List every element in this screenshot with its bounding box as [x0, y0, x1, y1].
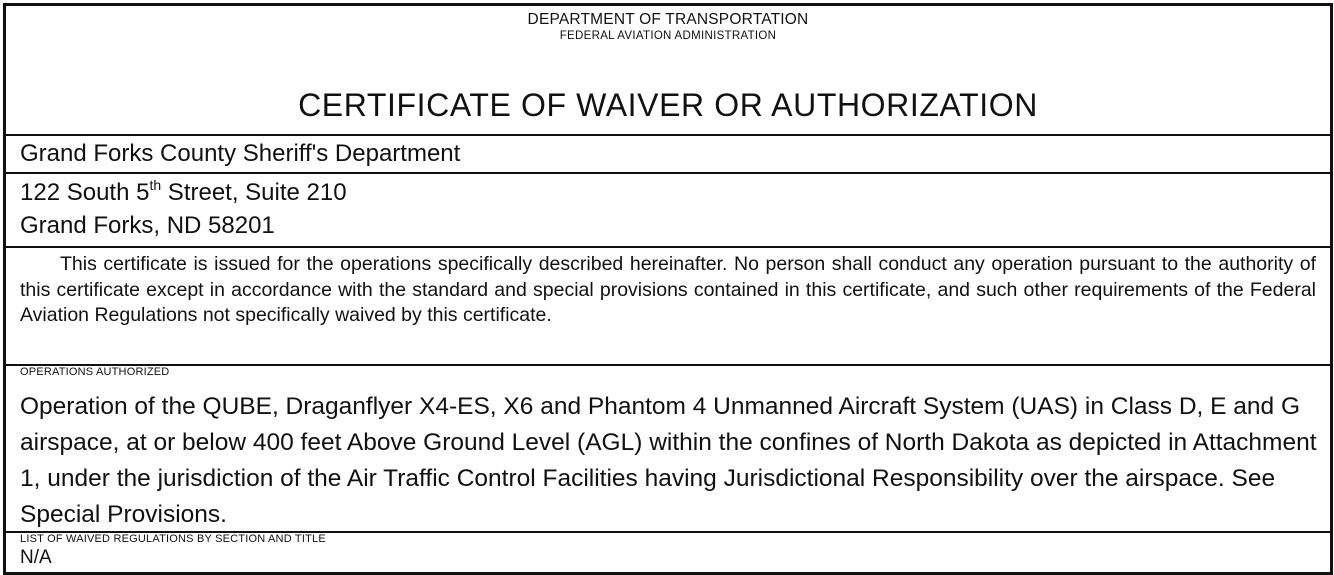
certificate-title: CERTIFICATE OF WAIVER OR AUTHORIZATION [298, 87, 1038, 123]
agency-name: FEDERAL AVIATION ADMINISTRATION [559, 30, 777, 42]
divider [6, 134, 1330, 136]
street-rest: Street, Suite 210 [161, 179, 347, 206]
issuance-statement: This certificate is issued for the operations specifically described hereinafter. No person shall conduct any operation pursuant to the authority of this certificate except in accordance with the standard and special provisions contained in this certificate, and such other requirements of the Federal Aviation Regulations not specifically waived by this certificate. [20, 253, 1316, 326]
divider [6, 172, 1330, 174]
holder-city-state-zip: Grand Forks, ND 58201 [20, 212, 275, 239]
waived-regulations-label: LIST OF WAIVED REGULATIONS BY SECTION AND TITLE [20, 533, 326, 545]
certificate-form [3, 3, 1333, 575]
certificate-header [6, 6, 1330, 134]
ordinal-suffix: th [149, 177, 162, 193]
holder-street-address [6, 176, 1330, 212]
operations-authorized-text: Operation of the QUBE, Draganflyer X4-ES, X6 and Phantom 4 Unmanned Aircraft System (UAS) in Class D, E and G airspace, at or below 400 feet Above Ground Level (AGL) within the confines of North Dakota as depicted in Attachment 1, under the jurisdiction of the Air Traffic Control Facilities having Jurisdictional Responsibility over the airspace. See Special Provisions. [20, 393, 1317, 528]
department-name: DEPARTMENT OF TRANSPORTATION [527, 11, 809, 28]
holder-name: Grand Forks County Sheriff's Department [20, 140, 461, 167]
street-number: 122 South 5 [20, 179, 150, 206]
operations-authorized-label: OPERATIONS AUTHORIZED [20, 366, 170, 378]
waived-regulations-value: N/A [20, 547, 52, 568]
